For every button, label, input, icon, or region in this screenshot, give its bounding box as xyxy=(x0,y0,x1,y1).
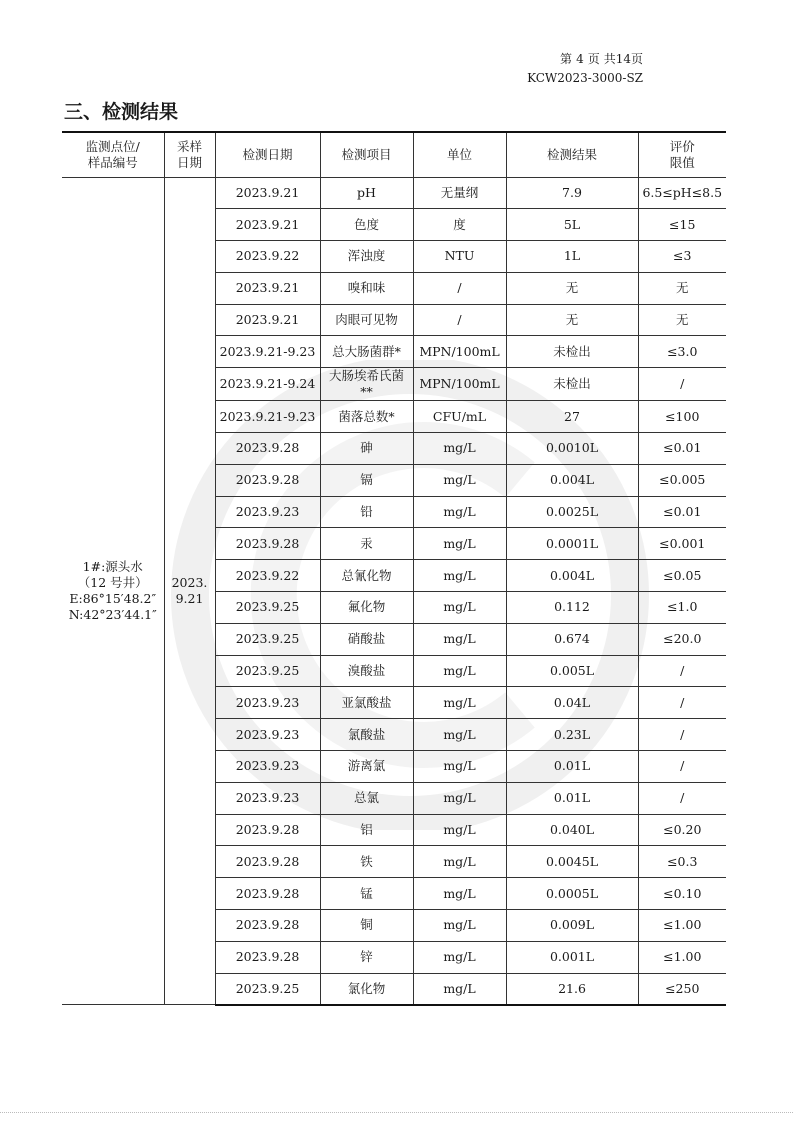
cell-test-item: 嗅和味 xyxy=(320,272,413,304)
cell-unit: / xyxy=(413,272,506,304)
cell-limit: / xyxy=(638,655,726,687)
cell-result: 无 xyxy=(506,304,638,336)
cell-result: 未检出 xyxy=(506,368,638,401)
cell-test-date: 2023.9.21 xyxy=(215,209,320,241)
cell-test-date: 2023.9.23 xyxy=(215,751,320,783)
cell-limit: ≤20.0 xyxy=(638,623,726,655)
cell-test-item: 亚氯酸盐 xyxy=(320,687,413,719)
report-number: KCW2023-3000-SZ xyxy=(527,71,643,85)
cell-test-item: 铝 xyxy=(320,814,413,846)
cell-result: 0.01L xyxy=(506,782,638,814)
cell-limit: ≤0.05 xyxy=(638,560,726,592)
cell-test-date: 2023.9.23 xyxy=(215,782,320,814)
cell-limit: ≤3 xyxy=(638,241,726,273)
page-prefix: 第 xyxy=(560,52,573,66)
cell-test-item: 锰 xyxy=(320,878,413,910)
page-suffix: 页 xyxy=(587,52,600,66)
section-title: 三、检测结果 xyxy=(64,101,179,123)
cell-unit: CFU/mL xyxy=(413,401,506,433)
cell-limit: ≤1.0 xyxy=(638,592,726,624)
cell-test-date: 2023.9.21 xyxy=(215,304,320,336)
cell-unit: mg/L xyxy=(413,973,506,1005)
page-number: 4 xyxy=(576,52,584,66)
cell-result: 0.23L xyxy=(506,719,638,751)
cell-test-item: 氯化物 xyxy=(320,973,413,1005)
cell-test-date: 2023.9.23 xyxy=(215,496,320,528)
cell-result: 0.005L xyxy=(506,655,638,687)
cell-unit: mg/L xyxy=(413,528,506,560)
header-site: 监测点位/ 样品编号 xyxy=(62,132,164,177)
cell-result: 0.0005L xyxy=(506,878,638,910)
header-unit: 单位 xyxy=(413,132,506,177)
cell-result: 0.001L xyxy=(506,941,638,973)
cell-test-date: 2023.9.28 xyxy=(215,910,320,942)
cell-test-item: 肉眼可见物 xyxy=(320,304,413,336)
cell-limit: / xyxy=(638,368,726,401)
cell-test-item: 总氰化物 xyxy=(320,560,413,592)
cell-test-item: 铜 xyxy=(320,910,413,942)
cell-test-date: 2023.9.28 xyxy=(215,433,320,465)
cell-test-date: 2023.9.21 xyxy=(215,177,320,209)
cell-result: 0.0025L xyxy=(506,496,638,528)
results-table xyxy=(62,131,726,1006)
cell-test-item: 菌落总数* xyxy=(320,401,413,433)
cell-test-item: 大肠埃希氏菌 ** xyxy=(320,368,413,401)
page-number-line xyxy=(527,50,643,69)
header-test-date: 检测日期 xyxy=(215,132,320,177)
cell-result: 0.04L xyxy=(506,687,638,719)
header-test-item: 检测项目 xyxy=(320,132,413,177)
cell-test-date: 2023.9.25 xyxy=(215,655,320,687)
cell-test-item: 镉 xyxy=(320,464,413,496)
cell-test-date: 2023.9.25 xyxy=(215,592,320,624)
cell-unit: mg/L xyxy=(413,751,506,783)
cell-test-item: 溴酸盐 xyxy=(320,655,413,687)
cell-limit: / xyxy=(638,782,726,814)
cell-unit: NTU xyxy=(413,241,506,273)
cell-result: 1L xyxy=(506,241,638,273)
cell-result: 0.0010L xyxy=(506,433,638,465)
cell-unit: MPN/100mL xyxy=(413,336,506,368)
cell-result: 0.674 xyxy=(506,623,638,655)
cell-limit: ≤250 xyxy=(638,973,726,1005)
cell-unit: mg/L xyxy=(413,878,506,910)
cell-test-item: 氟化物 xyxy=(320,592,413,624)
cell-result: 无 xyxy=(506,272,638,304)
cell-unit: mg/L xyxy=(413,910,506,942)
cell-test-date: 2023.9.21-9.23 xyxy=(215,401,320,433)
cell-test-item: 总氯 xyxy=(320,782,413,814)
cell-result: 0.040L xyxy=(506,814,638,846)
cell-limit: 无 xyxy=(638,272,726,304)
cell-limit: ≤0.01 xyxy=(638,496,726,528)
cell-test-item: 锌 xyxy=(320,941,413,973)
cell-limit: ≤0.3 xyxy=(638,846,726,878)
cell-unit: mg/L xyxy=(413,496,506,528)
cell-unit: mg/L xyxy=(413,719,506,751)
cell-test-item: 硝酸盐 xyxy=(320,623,413,655)
cell-limit: 无 xyxy=(638,304,726,336)
header-sampling-date: 采样 日期 xyxy=(164,132,215,177)
header-limit: 评价 限值 xyxy=(638,132,726,177)
cell-result: 0.01L xyxy=(506,751,638,783)
cell-test-date: 2023.9.22 xyxy=(215,241,320,273)
cell-test-date: 2023.9.25 xyxy=(215,623,320,655)
cell-unit: 度 xyxy=(413,209,506,241)
cell-test-date: 2023.9.23 xyxy=(215,687,320,719)
cell-result: 0.0001L xyxy=(506,528,638,560)
cell-result: 0.004L xyxy=(506,560,638,592)
page-bottom-divider xyxy=(0,1112,793,1113)
sampling-date-cell: 2023. 9.21 xyxy=(164,177,215,1005)
cell-limit: ≤1.00 xyxy=(638,941,726,973)
cell-unit: mg/L xyxy=(413,623,506,655)
cell-limit: ≤1.00 xyxy=(638,910,726,942)
cell-test-item: 铅 xyxy=(320,496,413,528)
cell-test-item: pH xyxy=(320,177,413,209)
cell-test-date: 2023.9.21-9.24 xyxy=(215,368,320,401)
cell-limit: ≤0.10 xyxy=(638,878,726,910)
cell-unit: mg/L xyxy=(413,560,506,592)
cell-limit: / xyxy=(638,687,726,719)
cell-limit: / xyxy=(638,719,726,751)
cell-limit: 6.5≤pH≤8.5 xyxy=(638,177,726,209)
cell-unit: mg/L xyxy=(413,592,506,624)
cell-test-date: 2023.9.28 xyxy=(215,846,320,878)
cell-result: 5L xyxy=(506,209,638,241)
cell-result: 未检出 xyxy=(506,336,638,368)
cell-result: 7.9 xyxy=(506,177,638,209)
cell-test-item: 汞 xyxy=(320,528,413,560)
cell-test-item: 浑浊度 xyxy=(320,241,413,273)
cell-limit: ≤100 xyxy=(638,401,726,433)
cell-unit: mg/L xyxy=(413,687,506,719)
cell-test-date: 2023.9.28 xyxy=(215,528,320,560)
cell-limit: ≤3.0 xyxy=(638,336,726,368)
cell-result: 0.0045L xyxy=(506,846,638,878)
cell-unit: 无量纲 xyxy=(413,177,506,209)
cell-result: 21.6 xyxy=(506,973,638,1005)
cell-test-date: 2023.9.21-9.23 xyxy=(215,336,320,368)
cell-limit: ≤0.001 xyxy=(638,528,726,560)
cell-test-item: 砷 xyxy=(320,433,413,465)
cell-test-date: 2023.9.22 xyxy=(215,560,320,592)
cell-test-item: 总大肠菌群* xyxy=(320,336,413,368)
page-total: 共14页 xyxy=(603,52,643,66)
cell-result: 0.112 xyxy=(506,592,638,624)
site-cell: 1#:源头水 （12 号井） E:86°15′48.2″ N:42°23′44.1″ xyxy=(62,177,164,1005)
cell-unit: mg/L xyxy=(413,941,506,973)
cell-test-date: 2023.9.23 xyxy=(215,719,320,751)
cell-unit: mg/L xyxy=(413,814,506,846)
cell-limit: ≤0.20 xyxy=(638,814,726,846)
cell-limit: / xyxy=(638,751,726,783)
cell-test-item: 游离氯 xyxy=(320,751,413,783)
cell-unit: mg/L xyxy=(413,655,506,687)
cell-test-date: 2023.9.25 xyxy=(215,973,320,1005)
cell-limit: ≤0.01 xyxy=(638,433,726,465)
cell-test-date: 2023.9.21 xyxy=(215,272,320,304)
cell-unit: mg/L xyxy=(413,464,506,496)
cell-limit: ≤15 xyxy=(638,209,726,241)
cell-test-item: 色度 xyxy=(320,209,413,241)
cell-limit: ≤0.005 xyxy=(638,464,726,496)
cell-test-date: 2023.9.28 xyxy=(215,878,320,910)
cell-result: 0.004L xyxy=(506,464,638,496)
cell-unit: mg/L xyxy=(413,782,506,814)
cell-unit: mg/L xyxy=(413,846,506,878)
cell-test-item: 氯酸盐 xyxy=(320,719,413,751)
cell-test-date: 2023.9.28 xyxy=(215,941,320,973)
cell-result: 27 xyxy=(506,401,638,433)
table-header-row xyxy=(62,132,726,177)
cell-unit: mg/L xyxy=(413,433,506,465)
cell-test-date: 2023.9.28 xyxy=(215,464,320,496)
table-body xyxy=(62,177,726,1005)
table-row xyxy=(62,177,726,209)
cell-test-date: 2023.9.28 xyxy=(215,814,320,846)
header-result: 检测结果 xyxy=(506,132,638,177)
cell-result: 0.009L xyxy=(506,910,638,942)
cell-test-item: 铁 xyxy=(320,846,413,878)
cell-unit: / xyxy=(413,304,506,336)
cell-unit: MPN/100mL xyxy=(413,368,506,401)
page-header xyxy=(527,50,643,88)
